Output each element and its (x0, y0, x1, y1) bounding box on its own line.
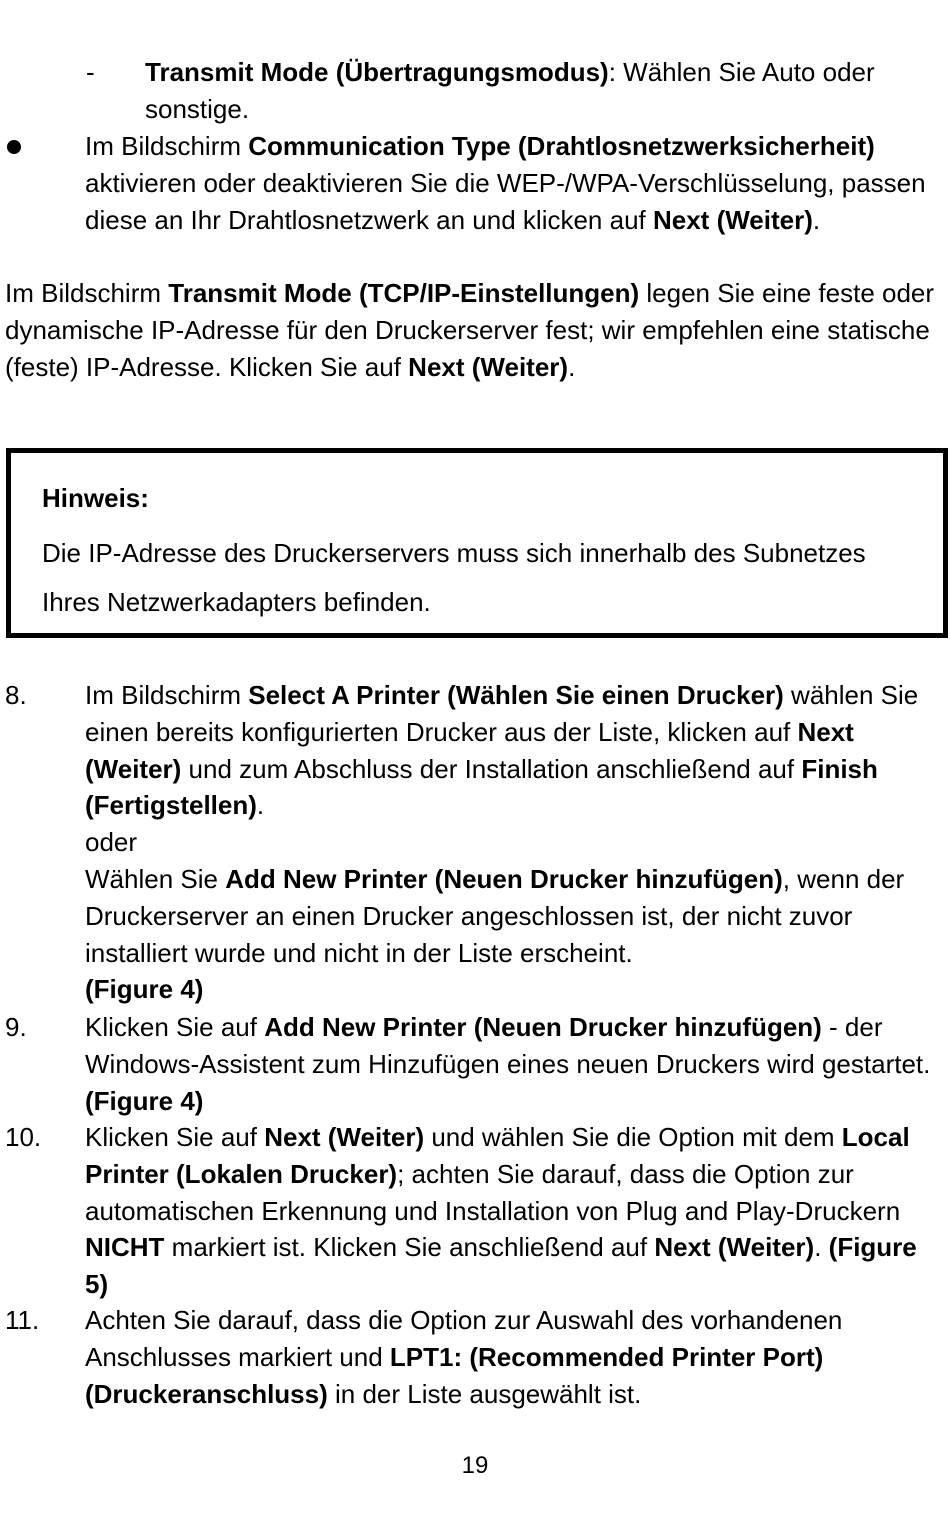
step-11-text: Achten Sie darauf, dass die Option zur Auswahl des vorhandenen Anschlusses markiert und LPT1: (Recommended Printer Port) (Druckeranschluss) in der Liste ausgewählt ist. (85, 1305, 843, 1409)
term-add-new-printer: Add New Printer (Neuen Drucker hinzufügen) (225, 863, 783, 894)
term-next: Next (Weiter) (652, 204, 813, 235)
note-title: Hinweis: (42, 483, 149, 513)
note-box (6, 448, 948, 638)
term-transmit-mode: Transmit Mode (Übertragungsmodus) (145, 57, 609, 87)
step-number: 11. (5, 1305, 40, 1335)
step-10 (0, 1119, 950, 1303)
step-9-text: Klicken Sie auf Add New Printer (Neuen Drucker hinzufügen) - der Windows-Assistent zum Hinzufügen eines neuen Druckers wird gestartet. (Figure 4) (85, 1012, 931, 1116)
figure-reference: (Figure 4) (85, 974, 204, 1005)
transmit-mode-item (0, 54, 950, 128)
term-next: Next (Weiter) (85, 716, 854, 784)
communication-type-item (0, 128, 950, 238)
term-next: Next (Weiter) (408, 351, 569, 382)
term-next: Next (Weiter) (264, 1122, 425, 1152)
step-number: 9. (5, 1012, 27, 1042)
step-8 (0, 677, 950, 1008)
tcpip-paragraph-text: Im Bildschirm Transmit Mode (TCP/IP-Einstellungen) legen Sie eine feste oder dynamische IP-Adresse für den Druckerserver fest; wir empfehlen eine statische (feste) IP-Adresse. Klicken Sie auf Next (Weiter). (5, 278, 935, 382)
tcpip-paragraph (0, 275, 950, 385)
transmit-mode-text: Transmit Mode (Übertragungsmodus): Wählen Sie Auto oder sonstige. (145, 57, 875, 124)
term-select-printer: Select A Printer (Wählen Sie einen Drucker) (248, 680, 784, 710)
step-9 (0, 1009, 950, 1119)
term-finish: Finish (Fertigstellen) (85, 753, 878, 821)
note-body: Die IP-Adresse des Druckerservers muss sich innerhalb des Subnetzes Ihres Netzwerkadapters befinden. (42, 538, 866, 617)
figure-reference: (Figure 5) (85, 1232, 917, 1300)
term-communication-type: Communication Type (Drahtlosnetzwerksicherheit) (248, 131, 875, 161)
term-nicht: NICHT (85, 1232, 165, 1263)
term-lpt1: LPT1: (Recommended Printer Port) (Druckeranschluss) (85, 1341, 824, 1409)
step-8-text: Im Bildschirm Select A Printer (Wählen Sie einen Drucker) wählen Sie einen bereits konfigurierten Drucker aus der Liste, klicken auf Next (Weiter) und zum Abschluss der Installation anschließend auf Finish (Fertigstellen). oder Wählen Sie Add New Printer (Neuen Drucker hinzufügen), wenn der Druckerserver an einen Drucker angeschlossen ist, der nicht zuvor installiert wurde und nicht in der Liste erscheint. (Figure 4) (85, 677, 938, 1008)
bullet-icon (7, 140, 21, 154)
term-add-new-printer: Add New Printer (Neuen Drucker hinzufügen) (264, 1012, 822, 1042)
term-tcpip-settings: Transmit Mode (TCP/IP-Einstellungen) (168, 278, 640, 308)
page-number: 19 (461, 1452, 489, 1479)
step-11 (0, 1302, 950, 1412)
figure-reference: (Figure 4) (85, 1085, 204, 1116)
communication-type-text: Im Bildschirm Communication Type (Drahtlosnetzwerksicherheit) aktivieren oder deaktivieren Sie die WEP-/WPA-Verschlüsselung, passen diese an Ihr Drahtlosnetzwerk an und klicken auf Next (Weiter). (85, 131, 926, 235)
term-next: Next (Weiter) (654, 1232, 815, 1263)
step-8-or: oder (85, 827, 138, 858)
dash-marker: - (86, 57, 95, 87)
term-local-printer: Local Printer (Lokalen Drucker) (85, 1122, 910, 1189)
step-number: 8. (5, 680, 27, 710)
step-number: 10. (5, 1122, 42, 1152)
step-10-text: Klicken Sie auf Next (Weiter) und wählen Sie die Option mit dem Local Printer (Lokalen Drucker); achten Sie darauf, dass die Option zur automatischen Erkennung und Installation von Plug and Play-Druckern NICHT markiert ist. Klicken Sie anschließend auf Next (Weiter). (Figure 5) (85, 1122, 917, 1300)
